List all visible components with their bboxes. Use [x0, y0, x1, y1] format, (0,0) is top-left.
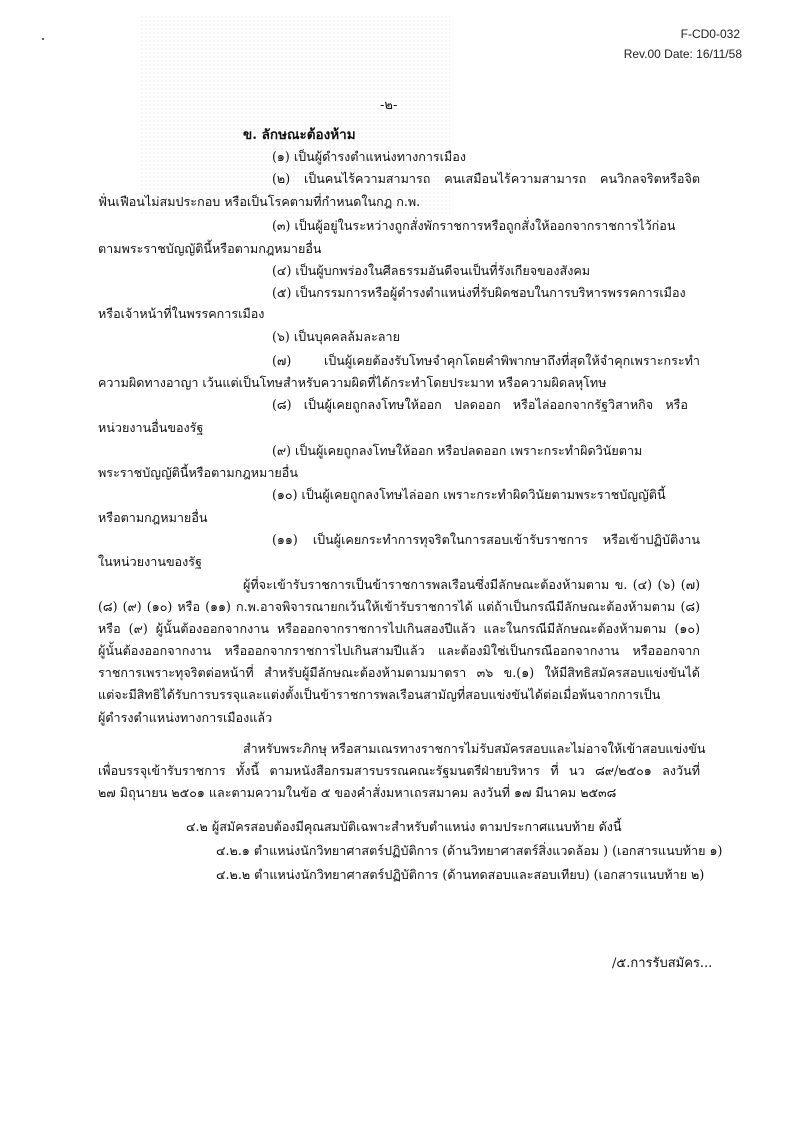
- text-line: (๑) เป็นผู้ดำรงตำแหน่งทางการเมือง: [272, 149, 467, 164]
- text-line: (๙) เป็นผู้เคยถูกลงโทษให้ออก หรือปลดออก เพราะกระทำผิดวินัยตาม: [272, 443, 643, 458]
- scan-speck: [42, 38, 44, 40]
- text-line: (๘) เป็นผู้เคยถูกลงโทษให้ออก ปลดออก หรือไล่ออกจากรัฐวิสาหกิจ หรือ: [272, 397, 688, 412]
- text-line: สำหรับพระภิกษุ หรือสามเณรทางราชการไม่รับสมัครสอบและไม่อาจให้เข้าสอบแข่งขัน: [243, 741, 706, 756]
- text-line: ตามพระราชบัญญัตินี้หรือตามกฎหมายอื่น: [98, 241, 322, 256]
- text-line: พระราชบัญญัตินี้หรือตามกฎหมายอื่น: [98, 465, 298, 480]
- text-line: (๖) เป็นบุคคลล้มละลาย: [272, 329, 400, 344]
- qualification-heading: ๔.๒ ผู้สมัครสอบต้องมีคุณสมบัติเฉพาะสำหรับตำแหน่ง ตามประกาศแนบท้าย ดังนี้: [186, 819, 622, 834]
- revision-date: Rev.00 Date: 16/11/58: [623, 47, 742, 61]
- text-line: ฟั่นเฟือนไม่สมประกอบ หรือเป็นโรคตามที่กำหนดในกฎ ก.พ.: [98, 194, 421, 209]
- text-line: ราชการเพราะทุจริตต่อหน้าที่ สำหรับผู้มีลักษณะต้องห้ามตามมาตรา ๓๖ ข.(๑) ให้มีสิทธิสมัครสอบแข่งขันได้: [98, 665, 700, 680]
- text-line: หรือ (๙) ผู้นั้นต้องออกจากงาน หรือออกจากราชการไปเกินสองปีแล้ว และในกรณีมีลักษณะต้องห้ามตาม (๑๐): [98, 621, 700, 636]
- section-heading: ข. ลักษณะต้องห้าม: [243, 127, 356, 143]
- continued-next-page: /๕.การรับสมัคร...: [612, 956, 713, 971]
- text-line: ความผิดทางอาญา เว้นแต่เป็นโทษสำหรับความผิดที่ได้กระทำโดยประมาท หรือความผิดลหุโทษ: [98, 375, 607, 390]
- text-line: ๒๗ มิถุนายน ๒๕๐๑ และตามความในข้อ ๕ ของคำสั่งมหาเถรสมาคม ลงวันที่ ๑๗ มีนาคม ๒๕๓๘: [98, 785, 617, 800]
- text-line: หรือเจ้าหน้าที่ในพรรคการเมือง: [98, 306, 265, 321]
- text-line: แต่จะมีสิทธิได้รับการบรรจุและแต่งตั้งเป็นข้าราชการพลเรือนสามัญที่สอบแข่งขันได้ต่อเมื่อพ้นจากการเป็น: [98, 687, 661, 702]
- page-number: -๒-: [380, 98, 398, 113]
- text-line: ผู้นั้นต้องออกจากงาน หรือออกจากราชการไปเกินสามปีแล้ว และต้องมิใช่เป็นกรณีออกจากงาน หรือออกจาก: [98, 643, 700, 658]
- text-line: เพื่อบรรจุเข้ารับราชการ ทั้งนี้ ตามหนังสือกรมสารบรรณคณะรัฐมนตรีฝ่ายบริหาร ที่ นว ๘๙/๒๕๐๑ ลงวันที่: [98, 763, 700, 778]
- qualification-item: ๔.๒.๒ ตำแหน่งนักวิทยาศาสตร์ปฏิบัติการ (ด้านทดสอบและสอบเทียบ) (เอกสารแนบท้าย ๒): [216, 867, 705, 882]
- text-line: (๘) (๙) (๑๐) หรือ (๑๑) ก.พ.อาจพิจารณายกเว้นให้เข้ารับราชการได้ แต่ถ้าเป็นกรณีมีลักษณะต้องห้ามตาม (๘): [98, 599, 700, 614]
- text-line: ในหน่วยงานของรัฐ: [98, 554, 202, 569]
- text-line: (๒) เป็นคนไร้ความสามารถ คนเสมือนไร้ความสามารถ คนวิกลจริตหรือจิต: [272, 171, 700, 186]
- text-line: ผู้ที่จะเข้ารับราชการเป็นข้าราชการพลเรือนซึ่งมีลักษณะต้องห้ามตาม ข. (๔) (๖) (๗): [243, 577, 700, 592]
- text-line: (๗) เป็นผู้เคยต้องรับโทษจำคุกโดยคำพิพากษาถึงที่สุดให้จำคุกเพราะกระทำ: [272, 353, 700, 368]
- text-line: (๑๐) เป็นผู้เคยถูกลงโทษไล่ออก เพราะกระทำผิดวินัยตามพระราชบัญญัตินี้: [272, 487, 666, 502]
- text-line: (๓) เป็นผู้อยู่ในระหว่างถูกสั่งพักราชการหรือถูกสั่งให้ออกจากราชการไว้ก่อน: [272, 218, 676, 233]
- text-line: (๕) เป็นกรรมการหรือผู้ดำรงตำแหน่งที่รับผิดชอบในการบริหารพรรคการเมือง: [272, 285, 686, 300]
- text-line: หน่วยงานอื่นของรัฐ: [98, 420, 204, 435]
- text-line: (๔) เป็นผู้บกพร่องในศีลธรรมอันดีจนเป็นที่รังเกียจของสังคม: [272, 263, 591, 278]
- qualification-item: ๔.๒.๑ ตำแหน่งนักวิทยาศาสตร์ปฏิบัติการ (ด้านวิทยาศาสตร์สิ่งแวดล้อม ) (เอกสารแนบท้าย ๑): [216, 843, 723, 858]
- text-line: ผู้ดำรงตำแหน่งทางการเมืองแล้ว: [98, 710, 273, 725]
- text-line: หรือตามกฎหมายอื่น: [98, 510, 208, 525]
- text-line: (๑๑) เป็นผู้เคยกระทำการทุจริตในการสอบเข้ารับราชการ หรือเข้าปฏิบัติงาน: [272, 532, 700, 547]
- form-code: F-CD0-032: [680, 27, 740, 41]
